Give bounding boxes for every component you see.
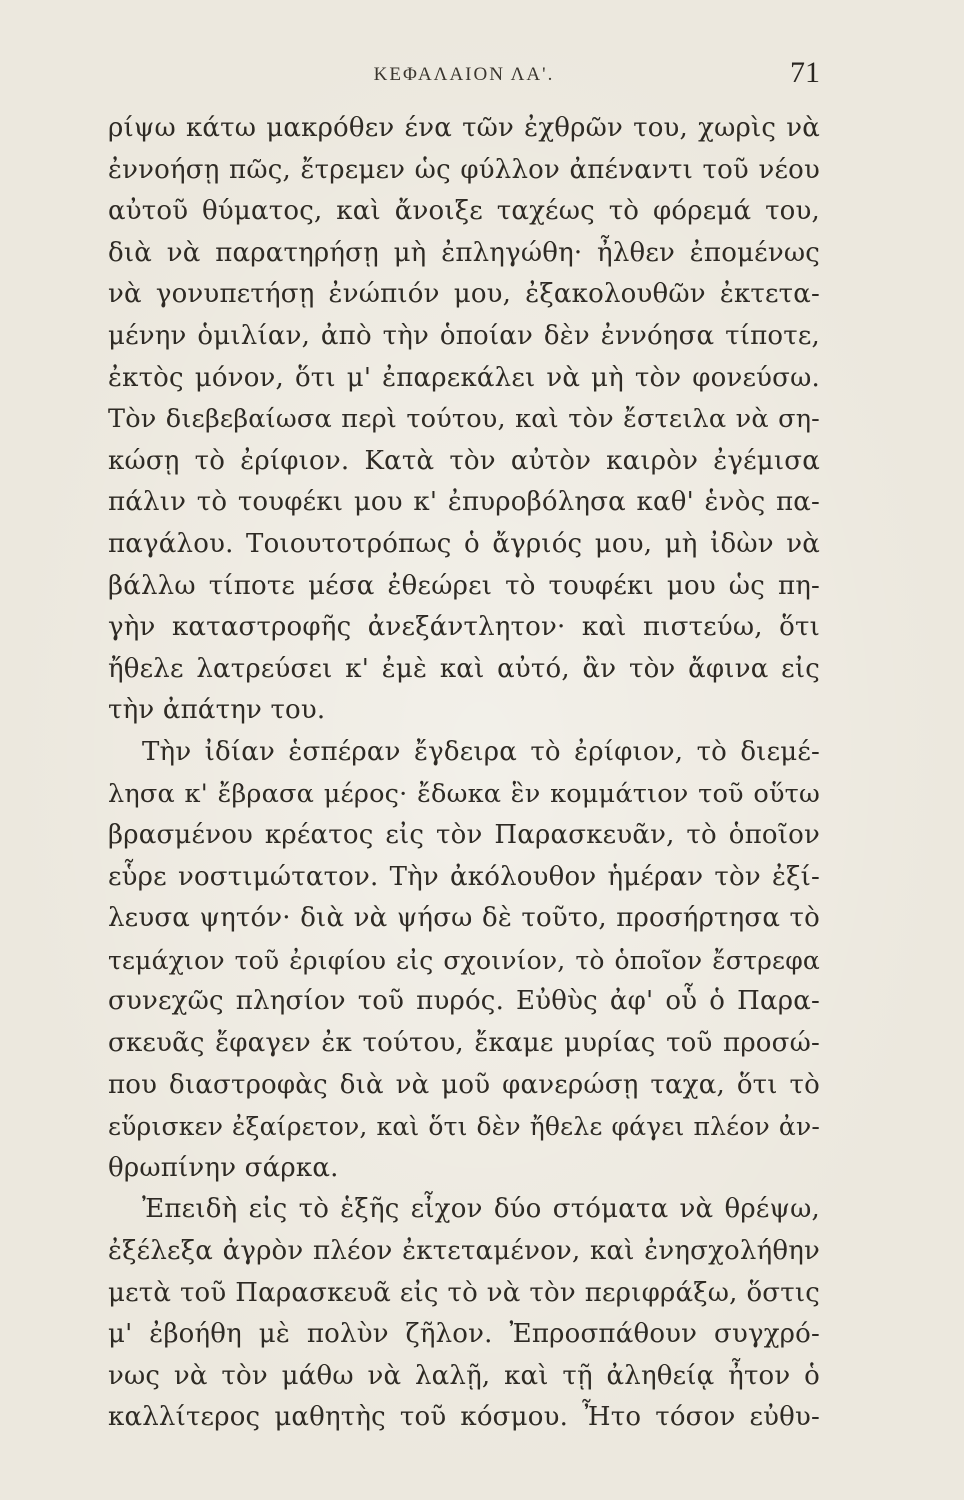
text-line: εὕρισκεν ἐξαίρετον, καὶ ὅτι δὲν ἤθελε φάγει πλέον ἀν-	[108, 1112, 820, 1142]
text-line: βάλλω τίποτε μέσα ἐθεώρει τὸ τουφέκι μου ὡς πη-	[108, 570, 820, 601]
text-line: λευσα ψητόν· διὰ νὰ ψήσω δὲ τοῦτο, προσήρτησα τὸ	[108, 903, 820, 934]
body-text	[108, 108, 820, 1439]
text-line: ἤθελε λατρεύσει κ' ἐμὲ καὶ αὐτό, ἂν τὸν ἄφινα εἰς	[108, 653, 820, 684]
text-line: αὐτοῦ θύματος, καὶ ἄνοιξε ταχέως τὸ φόρεμά του,	[108, 196, 820, 227]
text-line: θρωπίνην σάρκα.	[108, 1152, 339, 1183]
text-line: ρίψω κάτω μακρόθεν ένα τῶν ἐχθρῶν του, χωρὶς νὰ	[108, 113, 820, 143]
text-line: μένην ὁμιλίαν, ἀπὸ τὴν ὁποίαν δὲν ἐννόησα τίποτε,	[108, 320, 820, 351]
chapter-title: ΚΕΦΑΛΑΙΟΝ ΛΑ'.	[373, 64, 555, 85]
paragraph-start-line: Τὴν ἰδίαν ἑσπέραν ἔγδειρα τὸ ἐρίφιον, τὸ διεμέ-	[142, 736, 820, 767]
paragraph-start-line: Ἐπειδὴ εἰς τὸ ἑξῆς εἶχον δύο στόματα νὰ θρέψω,	[142, 1194, 820, 1225]
text-line: συνεχῶς πλησίον τοῦ πυρός. Εὐθὺς ἀφ' οὗ ὁ Παρα-	[108, 986, 820, 1017]
text-line: Τὸν διεβεβαίωσα περὶ τούτου, καὶ τὸν ἔστειλα νὰ ση-	[108, 404, 820, 435]
text-line: διὰ νὰ παρατηρήσῃ μὴ ἐπληγώθη· ἦλθεν ἐπομένως	[108, 237, 820, 268]
page-number: 71	[790, 56, 820, 89]
text-line: ἐννοήσῃ πῶς, ἔτρεμεν ὡς φύλλον ἀπέναντι τοῦ νέου	[108, 154, 820, 185]
text-line: λησα κ' ἔβρασα μέρος· ἔδωκα ἓν κομμάτιον τοῦ οὕτω	[108, 778, 820, 809]
text-line: τεμάχιον τοῦ ἐριφίου εἰς σχοινίον, τὸ ὁποῖον ἔστρεφα	[108, 945, 820, 975]
text-line: μετὰ τοῦ Παρασκευᾶ εἰς τὸ νὰ τὸν περιφράξω, ὅστις	[108, 1277, 820, 1308]
running-head	[108, 56, 820, 94]
text-line: που διαστροφὰς διὰ νὰ μοῦ φανερώσῃ ταχα, ὅτι τὸ	[108, 1069, 820, 1100]
text-line: τὴν ἀπάτην του.	[108, 695, 326, 726]
text-line: ἐκτὸς μόνον, ὅτι μ' ἐπαρεκάλει νὰ μὴ τὸν φονεύσω.	[108, 362, 820, 393]
text-line: μ' ἐβοήθη μὲ πολὺν ζῆλον. Ἐπροσπάθουν συγχρό-	[108, 1319, 820, 1350]
text-line: σκευᾶς ἔφαγεν ἐκ τούτου, ἔκαμε μυρίας τοῦ προσώ-	[108, 1028, 820, 1059]
text-line: παγάλου. Τοιουτοτρόπως ὁ ἄγριός μου, μὴ ἰδὼν νὰ	[108, 528, 820, 559]
text-line: πάλιν τὸ τουφέκι μου κ' ἐπυροβόλησα καθ' ἑνὸς πα-	[108, 487, 820, 518]
text-line: νὰ γονυπετήσῃ ἐνώπιόν μου, ἐξακολουθῶν ἐκτετα-	[108, 279, 820, 310]
text-line: νως νὰ τὸν μάθω νὰ λαλῇ, καὶ τῇ ἀληθείᾳ ἦτον ὁ	[108, 1360, 820, 1391]
text-line: γὴν καταστροφῆς ἀνεξάντλητον· καὶ πιστεύω, ὅτι	[108, 612, 820, 643]
text-line: κώσῃ τὸ ἐρίφιον. Κατὰ τὸν αὐτὸν καιρὸν ἐγέμισα	[108, 445, 820, 476]
text-line: βρασμένου κρέατος εἰς τὸν Παρασκευᾶν, τὸ ὁποῖον	[108, 820, 820, 851]
text-line: εὗρε νοστιμώτατον. Τὴν ἀκόλουθον ἡμέραν τὸν ἐξί-	[108, 861, 820, 892]
text-line: ἐξέλεξα ἀγρὸν πλέον ἐκτεταμένον, καὶ ἐνησχολήθην	[108, 1236, 820, 1267]
text-line: καλλίτερος μαθητὴς τοῦ κόσμου. Ἦτο τόσον εὐθυ-	[108, 1402, 820, 1433]
